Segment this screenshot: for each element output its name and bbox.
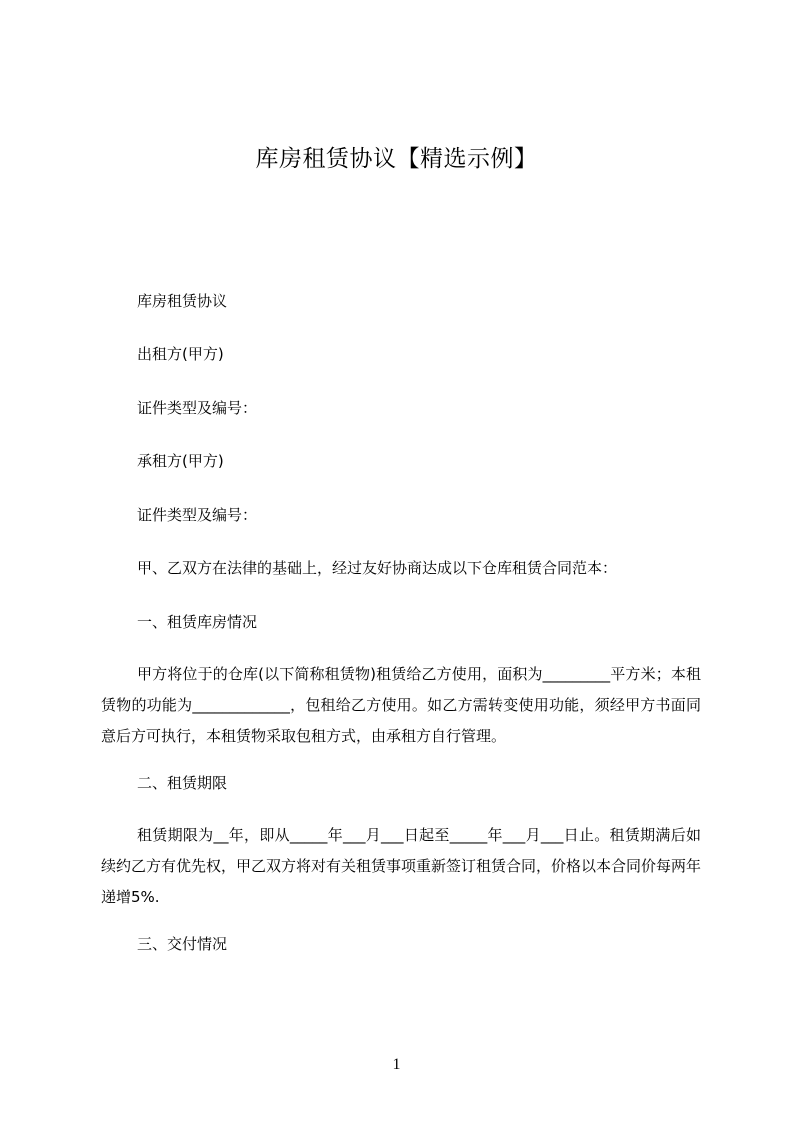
section-2-heading: 二、租赁期限 (137, 774, 228, 792)
document-title: 库房租赁协议【精选示例】 (255, 146, 538, 172)
section-1-heading: 一、租赁库房情况 (137, 613, 258, 631)
lessee-id-line: 证件类型及编号： (137, 506, 258, 524)
doc-heading-line: 库房租赁协议 (137, 292, 228, 310)
section-2-paragraph: 租赁期限为__年，即从_____年___月___日起至_____年___月___日止。租赁期满后如续约乙方有优先权，甲乙双方将对有关租赁事项重新签订租赁合同，价格以本合同价每两年递增5%. (101, 826, 702, 906)
lessee-line: 承租方(甲方) (137, 452, 224, 470)
intro-line: 甲、乙双方在法律的基础上，经过友好协商达成以下仓库租赁合同范本： (137, 559, 618, 577)
lessor-id-line: 证件类型及编号： (137, 399, 258, 417)
section-3-heading: 三、交付情况 (137, 935, 228, 953)
page-number: 1 (392, 1056, 401, 1073)
section-1-paragraph: 甲方将位于的仓库(以下简称租赁物)租赁给乙方使用，面积为_________平方米；本租赁物的功能为_____________，包租给乙方使用。如乙方需转变使用功能，须经甲方书面同意后方可执行，本租赁物采取包租方式，由承租方自行管理。 (101, 665, 701, 745)
lessor-line: 出租方(甲方) (137, 345, 224, 363)
